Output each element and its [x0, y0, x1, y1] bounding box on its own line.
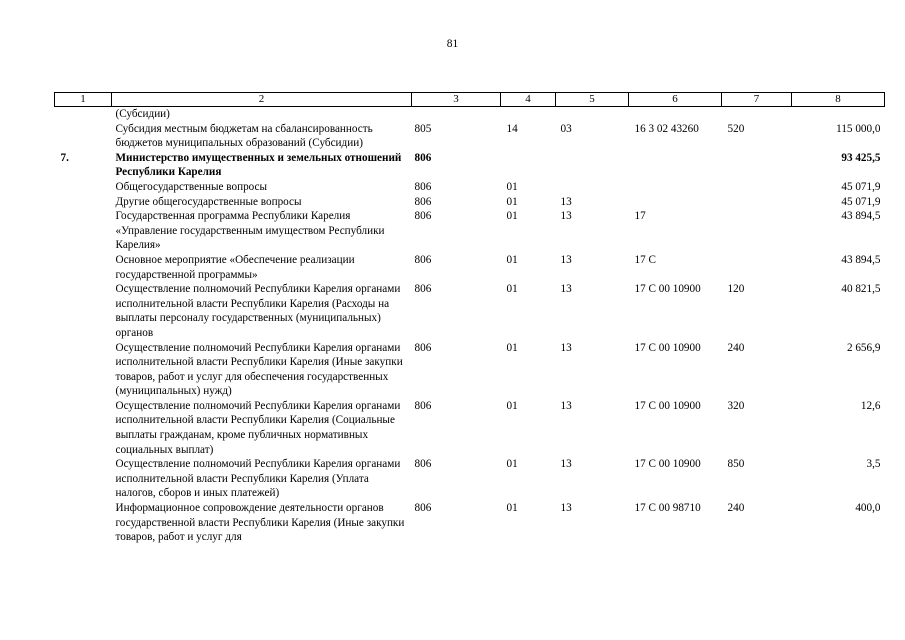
table-body: [55, 107, 885, 545]
row-name: Информационное сопровождение деятельности органов государственной власти Республики Карелия (Иные закупки товаров, работ и услуг для: [115, 502, 405, 544]
row-section: 01: [506, 253, 518, 266]
row-target-article: 17 С 00 10900: [634, 458, 701, 471]
row-amount: 2 656,9: [846, 341, 881, 354]
row-section: 01: [506, 458, 518, 471]
row-number: [55, 195, 112, 210]
row-section: 01: [506, 210, 518, 223]
header-cell-2: 2: [112, 93, 412, 107]
row-expense-type: [722, 107, 792, 122]
row-section: 01: [506, 341, 518, 354]
table-row: [55, 253, 885, 282]
page-number: 81: [446, 38, 459, 50]
row-target-article: [629, 180, 722, 195]
row-expense-type: [722, 151, 792, 180]
row-name: Другие общегосударственные вопросы: [115, 195, 302, 208]
row-expense-type: 320: [727, 399, 745, 412]
row-grbs: 806: [414, 399, 432, 412]
row-section: 01: [506, 180, 518, 193]
row-target-article: 17: [634, 210, 646, 223]
header-cell-3: 3: [412, 93, 501, 107]
row-amount: 93 425,5: [841, 151, 881, 164]
row-subsection: 13: [560, 283, 572, 296]
header-cell-7: 7: [722, 93, 792, 107]
table-row: [55, 501, 885, 545]
header-cell-1: 1: [55, 93, 112, 107]
row-target-article: 17 С 00 10900: [634, 399, 701, 412]
row-number: [55, 209, 112, 253]
row-subsection: 13: [560, 253, 572, 266]
row-grbs: 806: [414, 180, 432, 193]
row-section: 01: [506, 399, 518, 412]
row-subsection: [556, 180, 629, 195]
row-amount: [792, 107, 885, 122]
row-target-article: 17 С 00 10900: [634, 283, 701, 296]
row-number: [55, 282, 112, 340]
row-section: [501, 107, 556, 122]
row-amount: 40 821,5: [841, 283, 881, 296]
row-name: Осуществление полномочий Республики Карелия органами исполнительной власти Республики Карелия (Социальные выплаты гражданам, кроме публичных нормативных социальных выплат): [115, 399, 401, 456]
row-target-article: 17 С 00 98710: [634, 502, 701, 515]
row-subsection: 13: [560, 210, 572, 223]
row-grbs: 806: [414, 151, 432, 164]
header-cell-8: 8: [792, 93, 885, 107]
row-grbs: 806: [414, 283, 432, 296]
row-number: [55, 341, 112, 399]
row-name: Общегосударственные вопросы: [115, 180, 268, 193]
row-expense-type: [722, 195, 792, 210]
header-cell-5: 5: [556, 93, 629, 107]
row-amount: 12,6: [860, 399, 881, 412]
row-name: (Субсидии): [115, 108, 170, 120]
table-row: [55, 180, 885, 195]
row-expense-type: [722, 253, 792, 282]
row-section: [501, 151, 556, 180]
row-number: [55, 180, 112, 195]
row-name: Субсидия местным бюджетам на сбалансированность бюджетов муниципальных образований (Субсидии): [115, 122, 373, 150]
row-amount: 43 894,5: [841, 253, 881, 266]
table-row: [55, 195, 885, 210]
row-number: [55, 122, 112, 151]
table-row: [55, 399, 885, 457]
row-amount: 3,5: [866, 458, 881, 471]
row-expense-type: [722, 209, 792, 253]
row-expense-type: 120: [727, 283, 745, 296]
row-expense-type: [722, 180, 792, 195]
row-amount: 400,0: [855, 502, 881, 515]
header-cell-6: 6: [629, 93, 722, 107]
row-amount: 43 894,5: [841, 210, 881, 223]
row-grbs: 805: [414, 122, 432, 135]
row-grbs: 806: [414, 458, 432, 471]
row-number: 7.: [60, 151, 69, 164]
row-name: Осуществление полномочий Республики Карелия органами исполнительной власти Республики Карелия (Расходы на выплаты персоналу государственных (муниципальных) органов: [115, 283, 401, 339]
row-amount: 115 000,0: [836, 122, 881, 135]
row-name: Государственная программа Республики Карелия «Управление государственным имуществом Республики Карелия»: [115, 210, 385, 252]
row-expense-type: 240: [727, 502, 745, 515]
row-target-article: [629, 151, 722, 180]
row-subsection: 13: [560, 458, 572, 471]
row-expense-type: 240: [727, 341, 745, 354]
header-row: [55, 93, 885, 107]
table-row: [55, 151, 885, 180]
row-subsection: 13: [560, 341, 572, 354]
row-target-article: 16 3 02 43260: [634, 122, 699, 135]
table-row: [55, 122, 885, 151]
table-row: [55, 209, 885, 253]
row-number: [55, 107, 112, 122]
row-grbs: 806: [414, 210, 432, 223]
row-name: Осуществление полномочий Республики Карелия органами исполнительной власти Республики Карелия (Уплата налогов, сборов и иных платежей): [115, 458, 401, 500]
header-cell-4: 4: [501, 93, 556, 107]
row-name: Министерство имущественных и земельных отношений Республики Карелия: [115, 151, 402, 179]
row-subsection: 03: [560, 122, 572, 135]
row-number: [55, 501, 112, 545]
row-number: [55, 399, 112, 457]
row-number: [55, 457, 112, 501]
row-target-article: [629, 107, 722, 122]
row-section: 01: [506, 195, 518, 208]
row-grbs: 806: [414, 502, 432, 515]
table-row: [55, 341, 885, 399]
row-subsection: [556, 107, 629, 122]
row-grbs: [412, 107, 501, 122]
table-row: [55, 457, 885, 501]
budget-table: [54, 92, 885, 545]
row-subsection: 13: [560, 195, 572, 208]
row-subsection: 13: [560, 502, 572, 515]
table-row: [55, 282, 885, 340]
table-row: [55, 107, 885, 122]
row-name: Осуществление полномочий Республики Карелия органами исполнительной власти Республики Карелия (Иные закупки товаров, работ и услуг для обеспечения государственных (муниципальных) нужд): [115, 341, 403, 398]
row-target-article: [629, 195, 722, 210]
row-section: 01: [506, 502, 518, 515]
row-subsection: [556, 151, 629, 180]
row-amount: 45 071,9: [841, 195, 881, 208]
row-subsection: 13: [560, 399, 572, 412]
row-expense-type: 520: [727, 122, 745, 135]
row-target-article: 17 С 00 10900: [634, 341, 701, 354]
row-amount: 45 071,9: [841, 180, 881, 193]
row-grbs: 806: [414, 253, 432, 266]
row-target-article: 17 С: [634, 253, 656, 266]
row-number: [55, 253, 112, 282]
row-grbs: 806: [414, 341, 432, 354]
row-section: 01: [506, 283, 518, 296]
row-section: 14: [506, 122, 518, 135]
row-grbs: 806: [414, 195, 432, 208]
row-name: Основное мероприятие «Обеспечение реализации государственной программы»: [115, 253, 355, 281]
row-expense-type: 850: [727, 458, 745, 471]
